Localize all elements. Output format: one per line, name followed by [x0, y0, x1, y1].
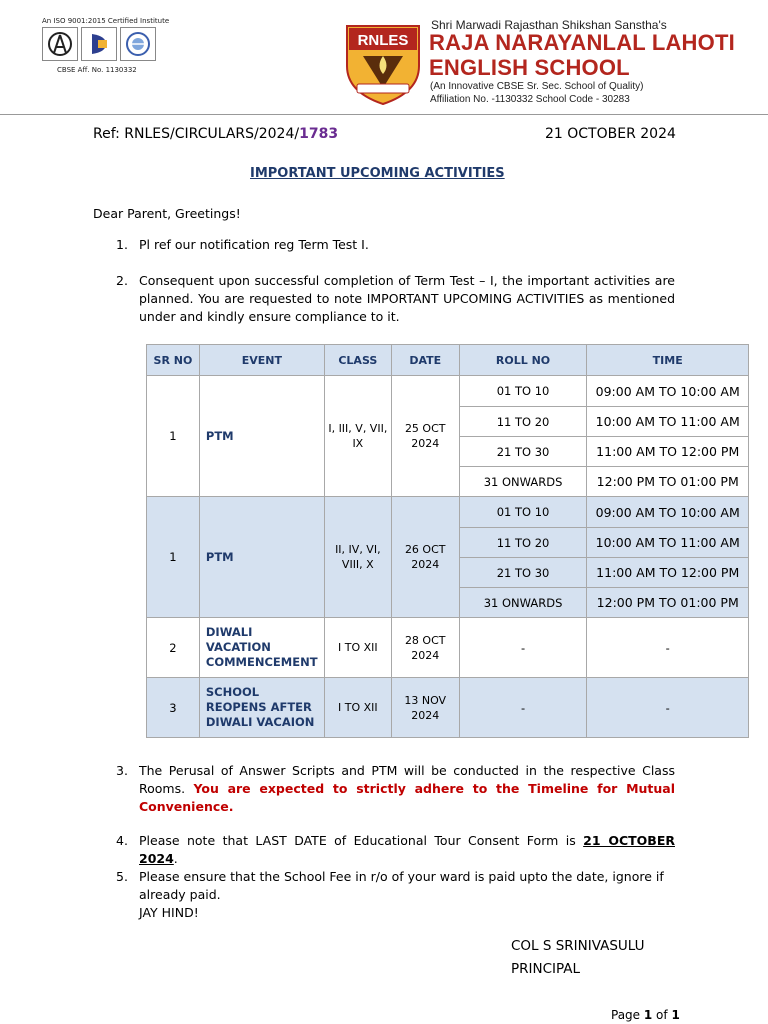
event-cell: PTM — [199, 376, 324, 497]
roll-no-cell: 01 TO 10 — [459, 376, 587, 407]
event-cell: SCHOOL REOPENS AFTER DIWALI VACAION — [199, 678, 324, 738]
roll-no-cell: 31 ONWARDS — [459, 588, 587, 618]
school-name-line2: ENGLISH SCHOOL — [429, 55, 630, 80]
list-item-text-plain: The Perusal of Answer Scripts and PTM will be conducted in the respective Class Rooms. — [139, 763, 675, 796]
list-item-text — [139, 832, 675, 868]
school-tagline: (An Innovative CBSE Sr. Sec. School of Quality) — [430, 81, 644, 92]
list-item-number: 2. — [116, 273, 128, 288]
page-label: Page — [611, 1008, 644, 1022]
time-cell: 11:00 AM TO 12:00 PM — [587, 558, 749, 588]
time-cell: 12:00 PM TO 01:00 PM — [587, 467, 749, 497]
date-cell: 25 OCT 2024 — [391, 376, 459, 497]
sr-no-cell: 2 — [147, 618, 200, 678]
timeline-warning-text: You are expected to strictly adhere to the Timeline for Mutual Convenience. — [139, 781, 675, 814]
sr-no-cell: 1 — [147, 376, 200, 497]
accreditation-logos — [42, 27, 156, 63]
list-item-3 — [116, 762, 676, 816]
time-cell: - — [587, 618, 749, 678]
cbse-affiliation-text: CBSE Aff. No. 1130332 — [57, 66, 137, 74]
column-header-sr-no: SR NO — [147, 345, 200, 376]
page-of: of — [652, 1008, 672, 1022]
roll-no-cell: 11 TO 20 — [459, 407, 587, 437]
class-cell: I TO XII — [324, 618, 391, 678]
school-emblem-icon — [343, 22, 423, 106]
roll-no-cell: - — [459, 618, 587, 678]
date-cell: 13 NOV 2024 — [391, 678, 459, 738]
date-cell: 28 OCT 2024 — [391, 618, 459, 678]
certification-seal-icon — [120, 27, 156, 61]
list-item-number: 1. — [116, 237, 128, 252]
roll-no-cell: 01 TO 10 — [459, 497, 587, 528]
consent-deadline-date: 21 OCTOBER 2024 — [139, 833, 675, 866]
column-header-time: TIME — [587, 345, 749, 376]
time-cell: 10:00 AM TO 11:00 AM — [587, 407, 749, 437]
column-header-class: CLASS — [324, 345, 391, 376]
column-header-event: EVENT — [199, 345, 324, 376]
list-item-text-plain: Please ensure that the School Fee in r/o of your ward is paid upto the date, ignore if already paid. — [139, 869, 664, 902]
list-item-text: Consequent upon successful completion of Term Test – I, the important activities are planned. You are requested to note IMPORTANT UPCOMING ACTIVITIES as mentioned under and kindly ensure compliance to it. — [139, 273, 675, 324]
time-cell: 09:00 AM TO 10:00 AM — [587, 376, 749, 407]
roll-no-cell: 21 TO 30 — [459, 437, 587, 467]
greeting: Dear Parent, Greetings! — [93, 206, 241, 221]
roll-no-cell: 31 ONWARDS — [459, 467, 587, 497]
list-item-text-plain: Please note that LAST DATE of Educational Tour Consent Form is — [139, 833, 584, 848]
quality-logo-icon — [81, 27, 117, 61]
time-cell: 12:00 PM TO 01:00 PM — [587, 588, 749, 618]
list-item-text-tail: . — [173, 851, 178, 866]
list-item-number: 3. — [116, 763, 128, 778]
event-cell: PTM — [199, 497, 324, 618]
time-cell: 10:00 AM TO 11:00 AM — [587, 528, 749, 558]
date-cell: 26 OCT 2024 — [391, 497, 459, 618]
list-item-1 — [116, 236, 676, 254]
page-total: 1 — [671, 1008, 680, 1022]
table-row — [147, 678, 749, 738]
reference-circular-number: 1783 — [299, 126, 339, 142]
class-cell: I, III, V, VII, IX — [324, 376, 391, 497]
sr-no-cell: 3 — [147, 678, 200, 738]
reference-number — [93, 126, 338, 142]
page-number — [611, 1008, 680, 1022]
page-current: 1 — [643, 1008, 653, 1022]
list-item-text — [139, 868, 675, 922]
header-divider — [0, 114, 768, 115]
time-cell: 11:00 AM TO 12:00 PM — [587, 437, 749, 467]
list-item-text: Pl ref our notification reg Term Test I. — [139, 237, 369, 252]
trust-name: Shri Marwadi Rajasthan Shikshan Sanstha's — [431, 18, 667, 32]
svg-text:RNLES: RNLES — [357, 32, 409, 49]
column-header-roll-no: ROLL NO — [459, 345, 587, 376]
signatory-name: COL S SRINIVASULU — [511, 938, 645, 954]
table-row — [147, 376, 749, 407]
class-cell: I TO XII — [324, 678, 391, 738]
sr-no-cell: 1 — [147, 497, 200, 618]
iso-certification-text: An ISO 9001:2015 Certified Institute — [42, 17, 170, 25]
table-row — [147, 618, 749, 678]
list-item-number: 5. — [116, 869, 128, 884]
list-item-text — [139, 762, 675, 816]
list-item-2 — [116, 272, 676, 328]
time-cell: - — [587, 678, 749, 738]
reference-prefix: Ref: RNLES/CIRCULARS/2024/ — [93, 126, 300, 142]
circular-date: 21 OCTOBER 2024 — [545, 126, 676, 142]
list-item-number: 4. — [116, 833, 128, 848]
table-header-row — [147, 345, 749, 376]
school-affiliation: Affiliation No. -1130332 School Code - 30283 — [430, 94, 630, 105]
column-header-date: DATE — [391, 345, 459, 376]
iso-logo-icon — [42, 27, 78, 61]
roll-no-cell: - — [459, 678, 587, 738]
circular-heading: IMPORTANT UPCOMING ACTIVITIES — [250, 166, 505, 181]
signatory-title: PRINCIPAL — [511, 961, 581, 977]
list-item-4 — [116, 832, 676, 866]
activities-table — [146, 344, 749, 738]
list-item-5 — [116, 868, 676, 922]
class-cell: II, IV, VI, VIII, X — [324, 497, 391, 618]
roll-no-cell: 21 TO 30 — [459, 558, 587, 588]
table-row — [147, 497, 749, 528]
school-name-line1: RAJA NARAYANLAL LAHOTI — [429, 30, 735, 55]
jay-hind-text: JAY HIND! — [139, 905, 199, 920]
roll-no-cell: 11 TO 20 — [459, 528, 587, 558]
time-cell: 09:00 AM TO 10:00 AM — [587, 497, 749, 528]
event-cell: DIWALI VACATION COMMENCEMENT — [199, 618, 324, 678]
